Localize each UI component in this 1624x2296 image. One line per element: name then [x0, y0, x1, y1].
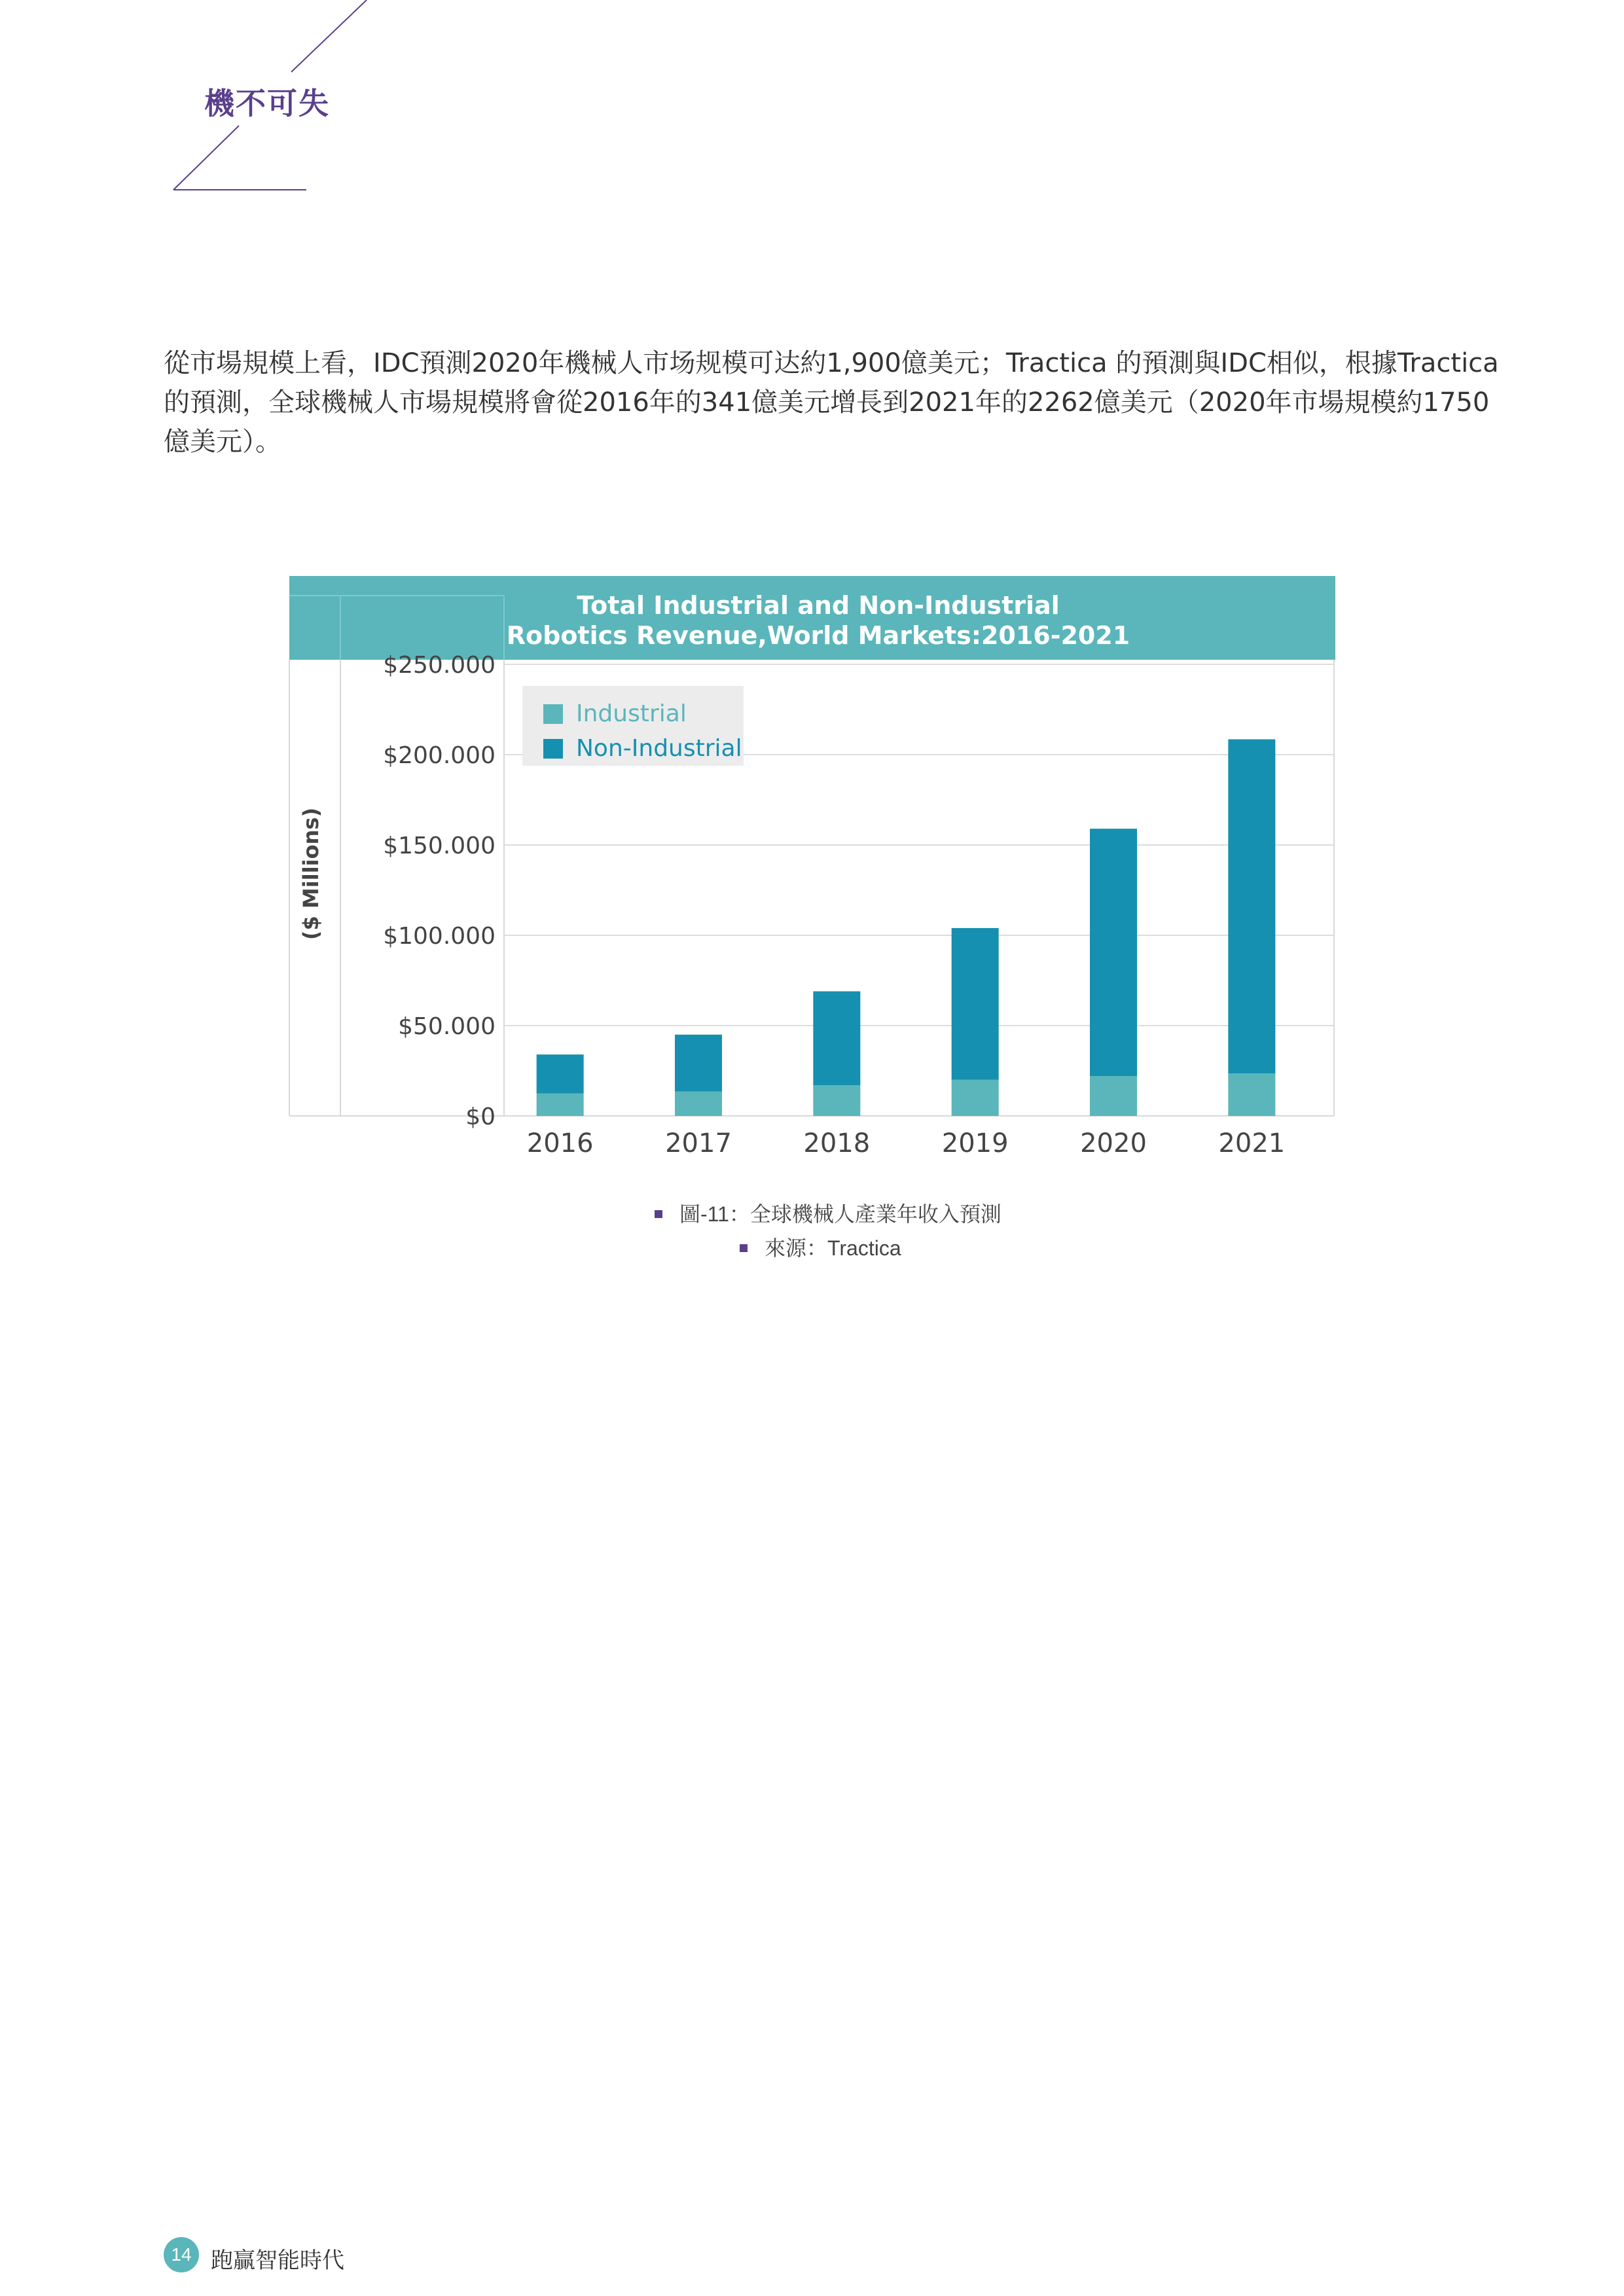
- x-tick-label: 2020: [1080, 1128, 1147, 1158]
- section-title: 機不可失: [204, 86, 330, 121]
- paragraph-line: 億美元）。: [164, 427, 281, 457]
- bar-non-industrial-2016: [537, 1054, 584, 1093]
- y-tick-labels: [383, 652, 496, 1130]
- bar-industrial-2020: [1090, 1076, 1137, 1116]
- bar-industrial-2016: [537, 1094, 584, 1117]
- legend-label-non-industrial: Non-Industrial: [576, 735, 742, 762]
- bar-industrial-2017: [675, 1092, 722, 1116]
- x-tick-label: 2019: [941, 1128, 1009, 1158]
- paragraph-line: 的預測，全球機械人市場規模將會從2016年的341億美元增長到2021年的2262億美元（2020年市場規模約1750: [164, 387, 1490, 418]
- bar-non-industrial-2017: [675, 1035, 722, 1092]
- bar-industrial-2021: [1228, 1073, 1275, 1116]
- legend-swatch-non-industrial: [543, 739, 563, 759]
- revenue-chart: [288, 576, 1348, 1165]
- bar-layer: [537, 740, 1276, 1116]
- body-paragraph: [164, 344, 1499, 461]
- x-tick-label: 2021: [1218, 1128, 1286, 1158]
- y-tick-label: $200.000: [383, 742, 496, 769]
- figure-caption-text: 圖-11：全球機械人產業年收入預測: [679, 1202, 1001, 1226]
- y-axis-title: ($ Millions): [298, 807, 323, 941]
- bar-industrial-2019: [952, 1080, 999, 1116]
- revenue-chart-svg: [288, 576, 1348, 1165]
- x-tick-label: 2016: [526, 1128, 594, 1158]
- bar-non-industrial-2019: [952, 928, 999, 1080]
- x-tick-label: 2018: [803, 1128, 871, 1158]
- y-tick-label: $0: [465, 1103, 496, 1130]
- source-caption-text: 來源：Tractica: [765, 1236, 901, 1260]
- x-tick-label: 2017: [665, 1128, 732, 1158]
- caption-bullet: [655, 1210, 662, 1218]
- y-tick-label: $50.000: [398, 1013, 496, 1040]
- bar-industrial-2018: [813, 1085, 860, 1116]
- source-caption: [740, 1232, 901, 1262]
- bar-non-industrial-2018: [813, 992, 860, 1086]
- chart-title-line-1: Total Industrial and Non-Industrial: [577, 591, 1060, 620]
- y-tick-label: $150.000: [383, 833, 496, 859]
- chart-title-line-2: Robotics Revenue,World Markets:2016-2021: [506, 621, 1130, 650]
- legend-label-industrial: Industrial: [576, 700, 687, 727]
- paragraph-line: 從市場規模上看，IDC預測2020年機械人市场规模可达約1,900億美元；Tractica 的預測與IDC相似，根據Tractica: [164, 348, 1499, 378]
- header-decoration: [0, 0, 393, 209]
- y-tick-label: $250.000: [383, 652, 496, 679]
- y-tick-label: $100.000: [383, 923, 496, 950]
- caption-bullet: [740, 1244, 748, 1252]
- legend-swatch-industrial: [543, 704, 563, 724]
- chart-legend: [522, 686, 744, 766]
- bar-non-industrial-2020: [1090, 829, 1137, 1076]
- page-number: 14: [164, 2237, 199, 2272]
- publication-title: 跑贏智能時代: [211, 2248, 344, 2274]
- bar-non-industrial-2021: [1228, 740, 1275, 1074]
- figure-caption: [655, 1198, 1001, 1228]
- x-tick-labels: [527, 1128, 1285, 1158]
